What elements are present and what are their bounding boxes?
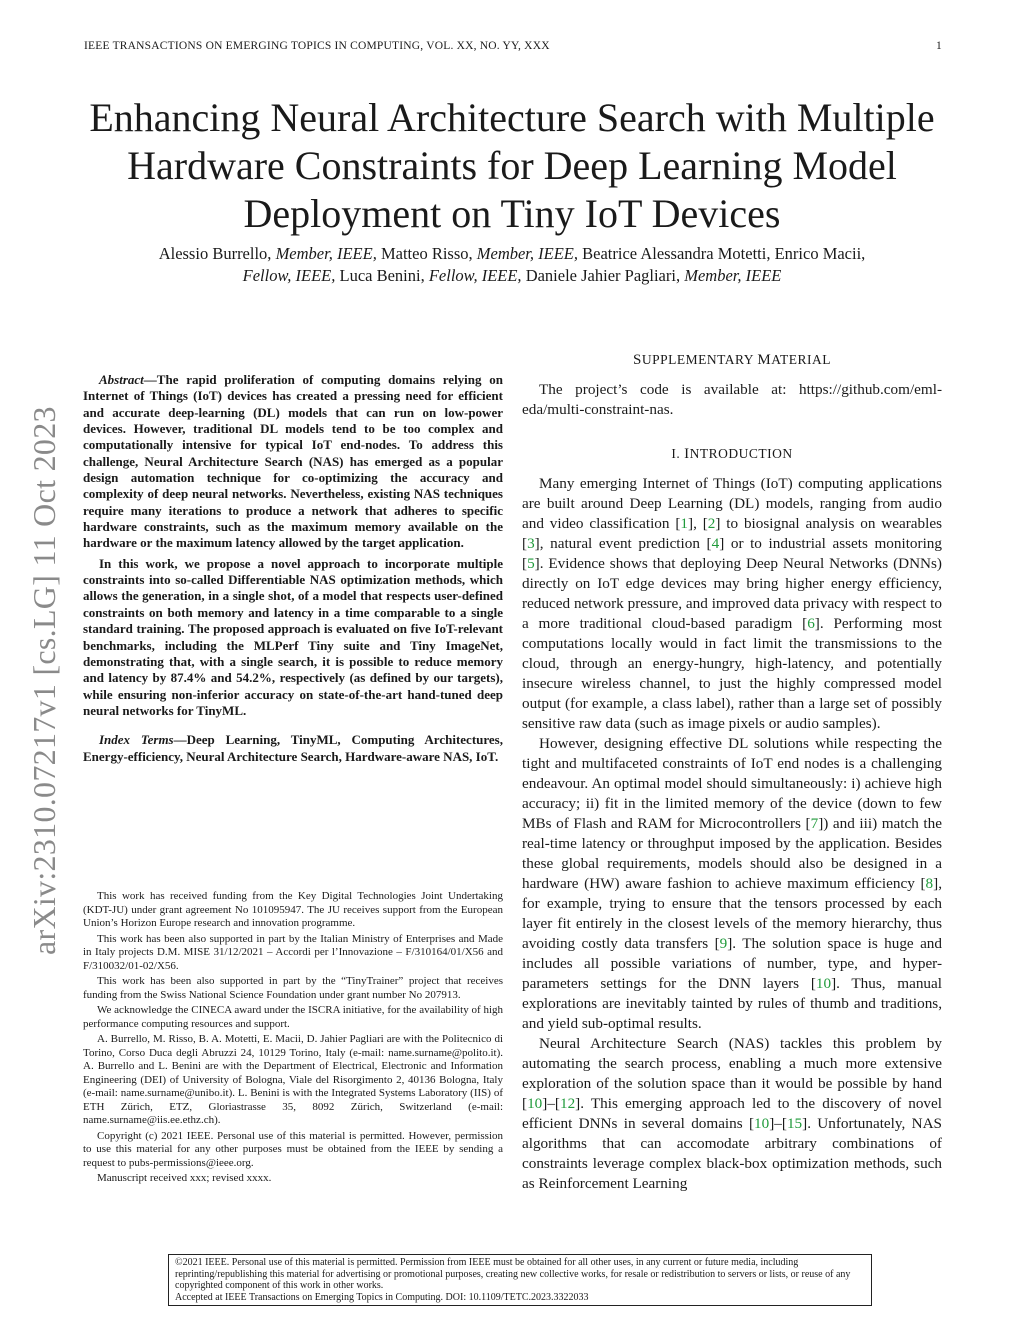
author-role: Member, IEEE, bbox=[275, 244, 377, 263]
footnote: This work has received funding from the Key Digital Technologies Joint Undertaking (KDT-JU) under grant agreement No 101095947. The JU receives support from the European Union’s Horizon Europe research and innovation programme. bbox=[83, 890, 503, 929]
citation-link[interactable]: 10 bbox=[815, 975, 832, 992]
citation-link[interactable]: 10 bbox=[754, 1115, 770, 1132]
citation-link[interactable]: 6 bbox=[807, 615, 815, 632]
abstract-paragraph bbox=[83, 372, 503, 552]
author-role: Fellow, IEEE, bbox=[428, 266, 522, 285]
author-list bbox=[70, 243, 954, 287]
citation-link[interactable]: 12 bbox=[559, 1095, 576, 1112]
author-name: Alessio Burrello, bbox=[158, 244, 272, 263]
intro-paragraph: Neural Architecture Search (NAS) tackles this problem by automating the search process, enabling a much more extensive exploration of the solution space than it would be possible by hand [10]–[12]. This emerging approach led to the discovery of novel efficient DNNs in several domains [10]–[15]. Unfortunately, NAS algorithms that can accomodate arbitrary combinations of constraints leverage complex black-box optimization methods, such as Reinforcement Learning bbox=[522, 1035, 942, 1192]
footnote: Manuscript received xxx; revised xxxx. bbox=[97, 1172, 272, 1184]
paper-title: Enhancing Neural Architecture Search with Multiple Hardware Constraints for Deep Learning Model Deployment on Tiny IoT Devices bbox=[89, 95, 935, 236]
citation-link[interactable]: 7 bbox=[810, 815, 819, 832]
right-column bbox=[522, 352, 942, 1194]
citation-link[interactable]: 9 bbox=[719, 935, 728, 952]
index-terms-text: —Deep Learning, TinyML, Computing Architectures, Energy-efficiency, Neural Architecture Search, Hardware-aware NAS, IoT. bbox=[83, 732, 503, 764]
citation-link[interactable]: 1 bbox=[680, 515, 688, 532]
section-heading-introduction: I. INTRODUCTION bbox=[671, 446, 793, 462]
introduction-body bbox=[522, 474, 942, 1194]
author-name: Luca Benini, bbox=[339, 266, 425, 285]
left-column bbox=[83, 372, 503, 765]
abstract-paragraph: In this work, we propose a novel approach to incorporate multiple constraints into so-called Differentiable NAS optimization methods, which allows the generation, in a single shot, of a model that respects user-defined constraints on both memory and latency in a time comparable to a single standard training. The proposed approach is evaluated on five IoT-relevant benchmarks, including the MLPerf Tiny suite and Tiny ImageNet, demonstrating that, with a single search, it is possible to reduce memory and latency by 87.4% and 54.2%, respectively (as defined by our targets), while ensuring non-inferior accuracy on state-of-the-art hand-tuned deep neural networks for TinyML. bbox=[83, 555, 503, 718]
abstract-label: Abstract bbox=[99, 372, 144, 387]
author-role: Member, IEEE, bbox=[476, 244, 579, 263]
intro-paragraph: Many emerging Internet of Things (IoT) computing applications are built around Deep Learning (DL) models, ranging from audio and video classification [1], [2] to biosignal analysis on wearables [3], natural event prediction [4] or to industrial assets monitoring [5]. Evidence shows that deploying Deep Neural Networks (DNNs) directly on IoT edge devices may bring higher energy efficiency, reduced network pressure, and improved data privacy with respect to a more traditional cloud-based paradigm [6]. Performing most computations locally would in fact limit the transmissions to the cloud, through an energy-hungry, high-latency, and potentially insecure wireless channel, to just the highly compressed model output (for example, a class label), rather than a large set of possibly sensitive raw data (such as image pixels or audio samples). bbox=[522, 475, 943, 732]
author-role: Fellow, IEEE, bbox=[242, 266, 336, 285]
footnote: Copyright (c) 2021 IEEE. Personal use of this material is permitted. However, permission to use this material for any other purposes must be obtained from the IEEE by sending a request to pubs-permissions@ieee.org. bbox=[83, 1129, 503, 1169]
author-name: Matteo Risso, bbox=[380, 244, 473, 263]
abstract-text: —The rapid proliferation of computing domains relying on Internet of Things (IoT) devices has created a pressing need for efficient and accurate deep-learning (DL) models that can run on low-power devices. However, traditional DL models tend to be too complex and computationally intensive for typical IoT end-nodes. To address this challenge, Neural Architecture Search (NAS) has emerged as a popular design automation technique for co-optimizing the accuracy and complexity of deep neural networks. Nevertheless, existing NAS techniques require many iterations to produce a network that adheres to specific hardware constraints, such as the maximum memory available on the hardware or the maximum latency allowed by the target application. bbox=[83, 372, 503, 551]
author-role: Member, IEEE bbox=[684, 266, 782, 285]
citation-link[interactable]: 5 bbox=[527, 555, 535, 572]
footnote: A. Burrello, M. Risso, B. A. Motetti, E. Macii, D. Jahier Pagliari are with the Politecnico di Torino, Corso Duca degli Abruzzi 24, 10129 Torino, Italy (e-mail: name.surname@polito.it). A. Burrello and L. Benini are with the Department of Electrical, Electronic and Information Engineering (DEI) of University of Bologna, Viale del Risorgimento 2, 40136 Bologna, Italy (e-mail: name.surname@unibo.it). L. Benini is with the Integrated Systems Laboratory (IIS) of ETH Zürich, ETZ, Gloriastrasse 35, 8092 Zürich, Switzerland (e-mail: name.surname@iis.ee.ethz.ch). bbox=[83, 1033, 503, 1126]
intro-paragraph: However, designing effective DL solutions while respecting the tight and multifaceted constraints of IoT end nodes is a challenging endeavour. An optimal model should simultaneously: i) achieve high accuracy; ii) fit in the limited memory of the device (down to few MBs of Flash and RAM for Microcontrollers [7]) and iii) match the real-time latency or throughput imposed by the application. Besides these global requirements, models should also be designed in a hardware (HW) aware fashion to achieve maximum efficiency [8], for example, trying to ensure that the tensors processed by each layer fit entirely in the closest levels of the memory hierarchy, thus avoiding costly data transfers [9]. The solution space is huge and includes all possible variations of number, type, and hyper-parameters settings for the DNN layers [10]. Thus, manual explorations are inevitably tainted by rules of thumb and traditions, and yield sub-optimal results. bbox=[522, 735, 942, 1032]
supplementary-text: The project’s code is available at: https://github.com/eml-eda/multi-constraint-nas. bbox=[522, 381, 942, 418]
section-heading-supplementary: SUPPLEMENTARY MATERIAL bbox=[633, 352, 831, 368]
arxiv-stamp: arXiv:2310.07217v1 [cs.LG] 11 Oct 2023 bbox=[26, 406, 62, 955]
copyright-text: ©2021 IEEE. Personal use of this material is permitted. Permission from IEEE must be obtained for all other uses, in any current or future media, including reprinting/republishing this material for advertising or promotional purposes, creating new collective works, for resale or redistribution to servers or lists, or reuse of any copyrighted component of this work in other works. bbox=[175, 1257, 851, 1292]
footnote: This work has been also supported in part by the Italian Ministry of Enterprises and Made in Italy projects D.M. MISE 31/12/2021 – Accordi per l’Innovazione – F/310164/01/X56 and F/310032/01-02/X56. bbox=[83, 932, 503, 972]
accepted-line: Accepted at IEEE Transactions on Emerging Topics in Computing. DOI: 10.1109/TETC.2023.3322033 bbox=[175, 1291, 589, 1303]
copyright-notice bbox=[168, 1254, 872, 1306]
index-terms-label: Index Terms bbox=[99, 732, 174, 748]
citation-link[interactable]: 10 bbox=[527, 1095, 543, 1112]
citation-link[interactable]: 15 bbox=[786, 1115, 803, 1132]
author-name: Beatrice Alessandra Motetti, Enrico Macii, bbox=[582, 244, 866, 263]
citation-link[interactable]: 2 bbox=[707, 515, 716, 532]
citation-link[interactable]: 8 bbox=[925, 875, 934, 892]
author-name: Daniele Jahier Pagliari, bbox=[525, 266, 681, 285]
page-number: 1 bbox=[936, 40, 942, 52]
citation-link[interactable]: 4 bbox=[711, 535, 720, 552]
index-terms bbox=[83, 732, 503, 765]
citation-link[interactable]: 3 bbox=[527, 535, 535, 552]
footnote: This work has been also supported in part by the “TinyTrainer” project that receives funding from the Swiss National Science Foundation under grant number No 207913. bbox=[83, 975, 503, 1001]
running-header: IEEE TRANSACTIONS ON EMERGING TOPICS IN COMPUTING, VOL. XX, NO. YY, XXX bbox=[84, 40, 550, 52]
footnotes bbox=[83, 890, 503, 1188]
footnote: We acknowledge the CINECA award under the ISCRA initiative, for the availability of high performance computing resources and support. bbox=[83, 1004, 503, 1030]
